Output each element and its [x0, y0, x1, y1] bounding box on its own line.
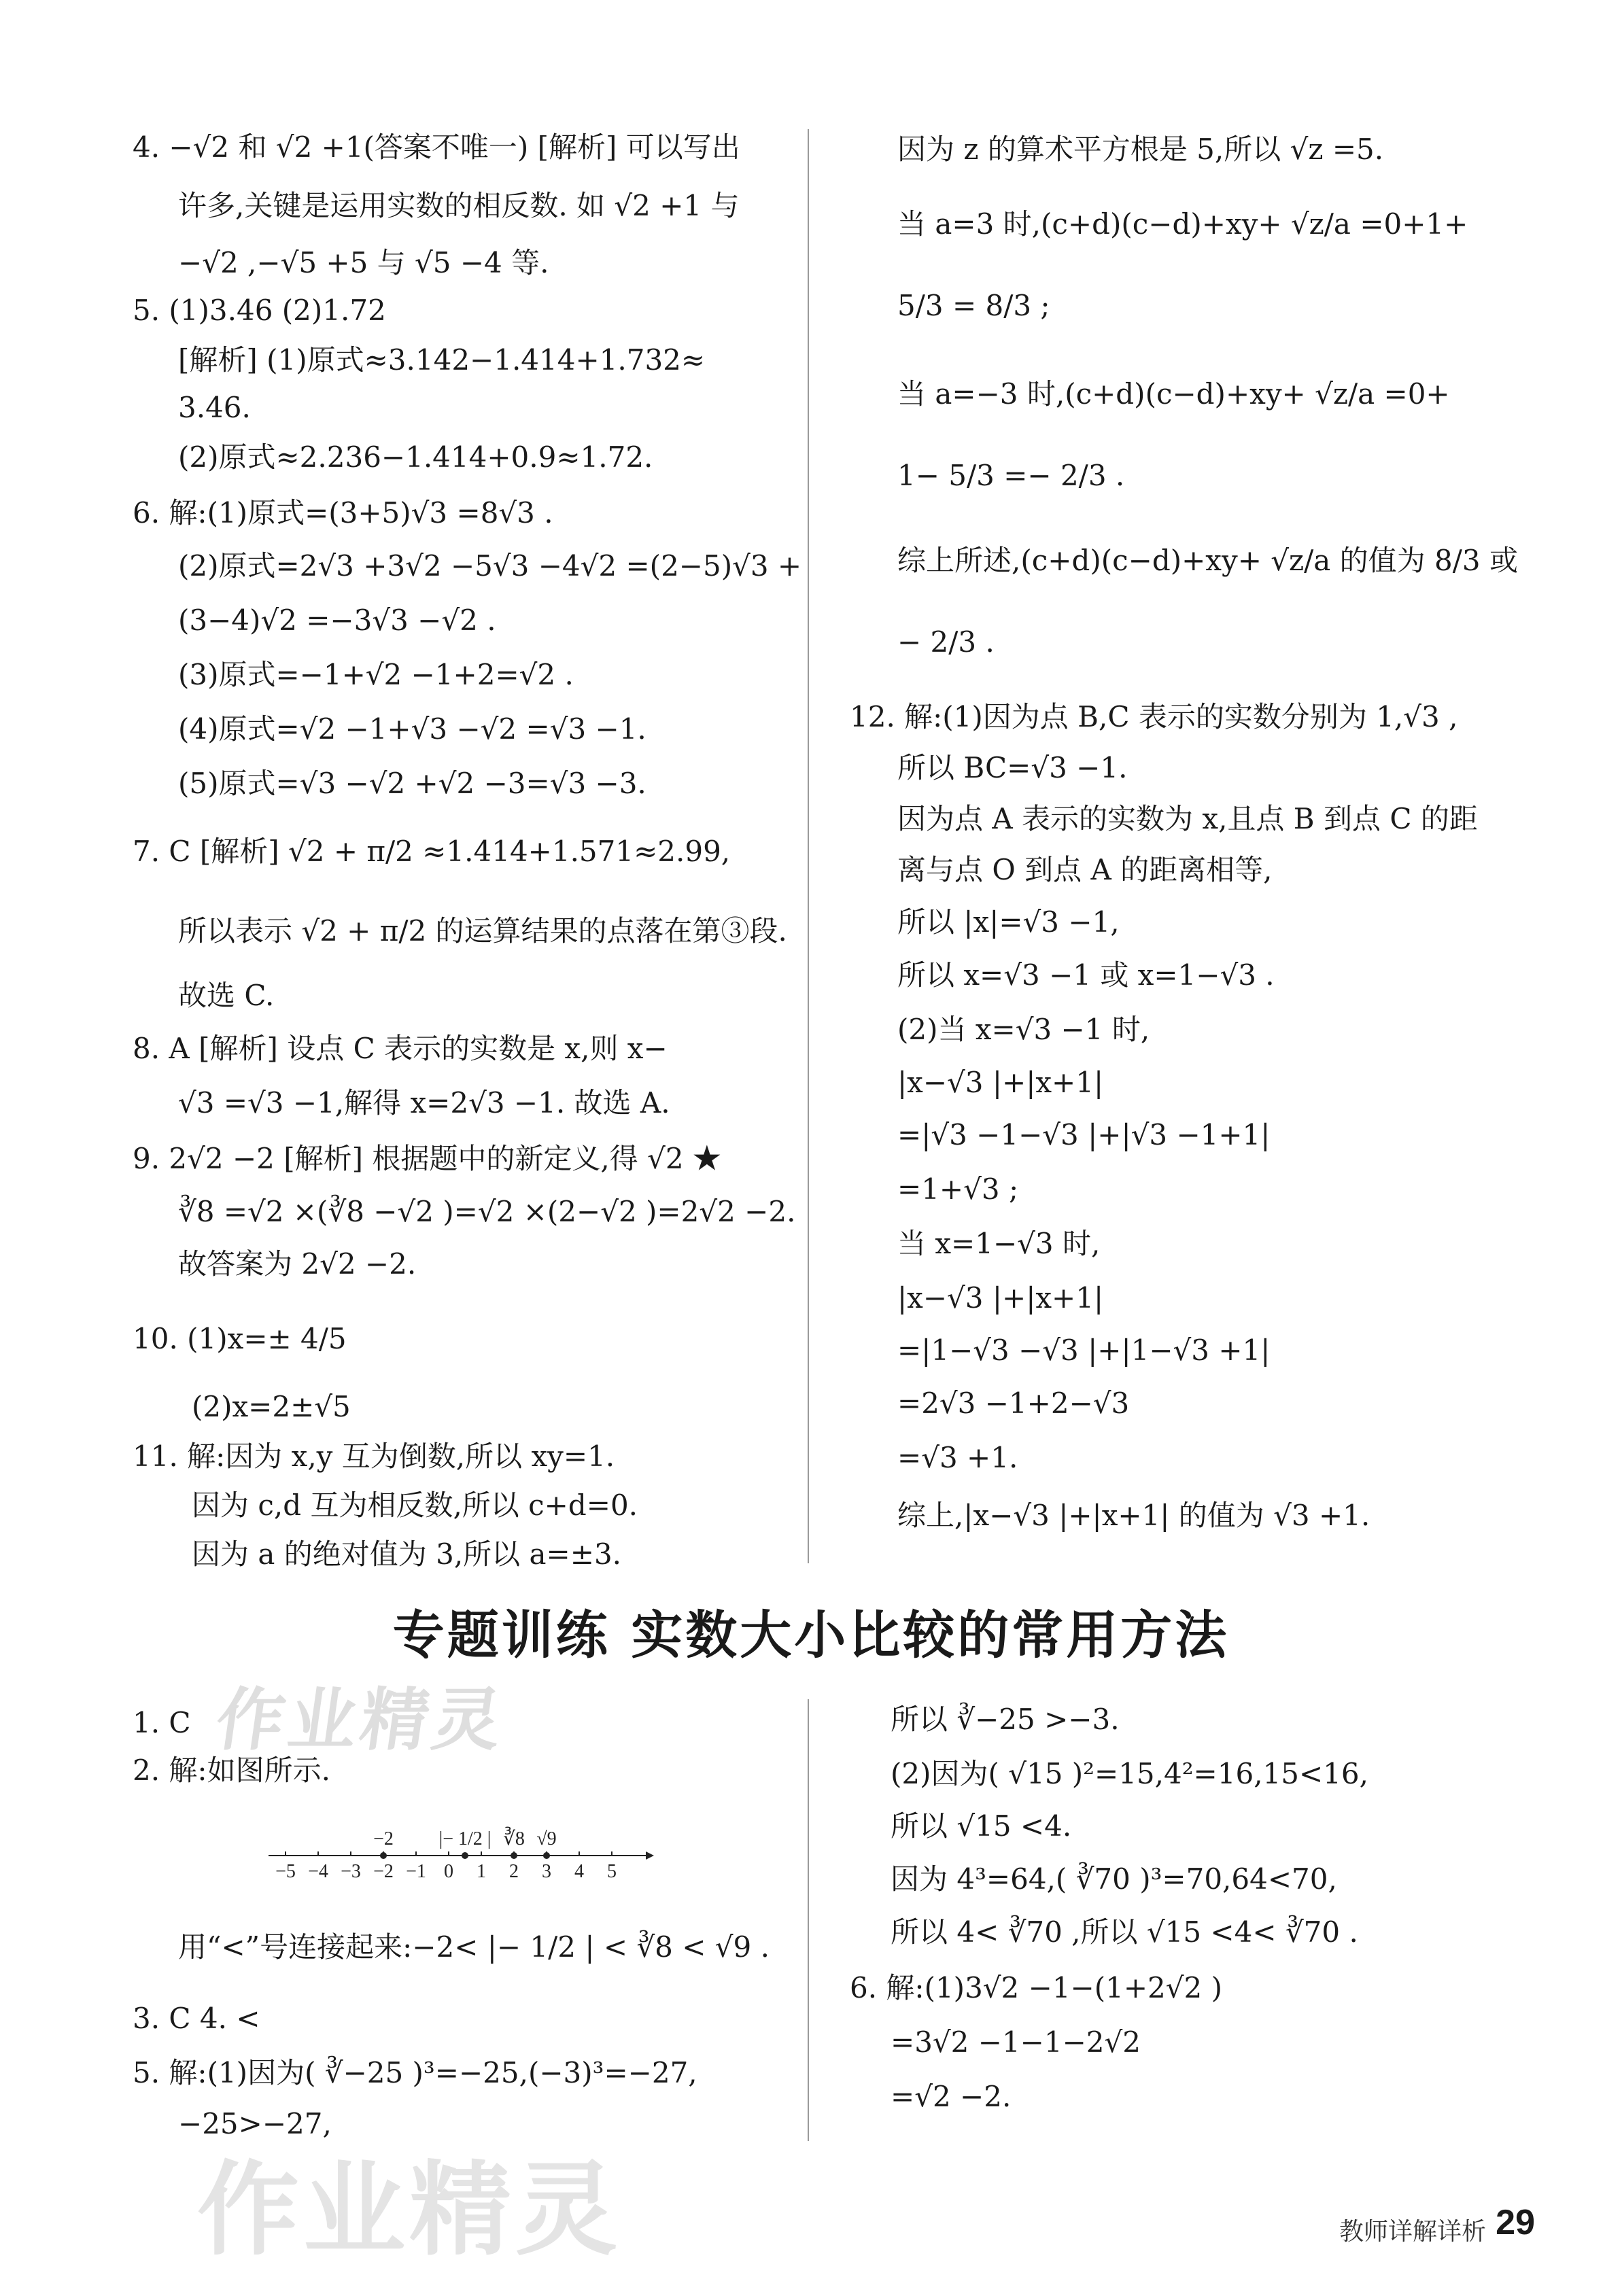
answer-4-line-2: 许多,关键是运用实数的相反数. 如 √2 +1 与 — [178, 189, 740, 222]
answer-7-line-3: 故选 C. — [178, 979, 275, 1012]
answer-8-line-1: 8. A [解析] 设点 C 表示的实数是 x,则 x− — [133, 1032, 668, 1065]
bottom-answer-5-line-1: 5. 解:(1)因为( ∛−25 )³=−25,(−3)³=−27, — [133, 2056, 697, 2089]
number-line-tick-label: −5 — [275, 1861, 296, 1882]
column-divider-bottom — [808, 1699, 809, 2141]
bottom-answer-6-line-1: 6. 解:(1)3√2 −1−(1+2√2 ) — [850, 1971, 1222, 2004]
number-line-tick-label: 0 — [444, 1861, 453, 1882]
answer-10-line-1: 10. (1)x=± 4/5 — [133, 1322, 347, 1355]
answer-12-line-7: (2)当 x=√3 −1 时, — [897, 1013, 1150, 1046]
number-line-point-label: |− 1/2 | — [438, 1828, 491, 1849]
answer-12-line-11: 当 x=1−√3 时, — [897, 1227, 1101, 1260]
number-line-arrow — [646, 1851, 654, 1860]
answer-11-cont-line-7: − 2/3 . — [897, 625, 995, 659]
number-line-point — [462, 1852, 468, 1859]
number-line-tick-label: −2 — [373, 1861, 394, 1882]
answer-4-line-3: −√2 ,−√5 +5 与 √5 −4 等. — [178, 246, 549, 279]
bottom-answer-1: 1. C — [133, 1706, 191, 1739]
answer-12-line-8: |x−√3 |+|x+1| — [897, 1066, 1104, 1099]
answer-11-cont-line-3: 5/3 = 8/3 ; — [897, 289, 1050, 322]
bottom-answer-6-line-3: =√2 −2. — [891, 2080, 1012, 2113]
answer-5-line-1: 5. (1)3.46 (2)1.72 — [133, 294, 386, 327]
answer-8-line-2: √3 =√3 −1,解得 x=2√3 −1. 故选 A. — [178, 1086, 670, 1119]
answer-9-line-2: ∛8 =√2 ×(∛8 −√2 )=√2 ×(2−√2 )=2√2 −2. — [178, 1195, 796, 1228]
answer-11-cont-line-5: 1− 5/3 =− 2/3 . — [897, 459, 1125, 492]
answer-12-line-12: |x−√3 |+|x+1| — [897, 1281, 1104, 1315]
answer-11-cont-line-4: 当 a=−3 时,(c+d)(c−d)+xy+ √z/a =0+ — [897, 377, 1450, 411]
answer-12-line-5: 所以 |x|=√3 −1, — [897, 905, 1120, 939]
number-line — [265, 1808, 659, 1903]
answer-12-line-4: 离与点 O 到点 A 的距离相等, — [897, 853, 1273, 886]
watermark-top: 作业精灵 — [211, 1680, 511, 1760]
answer-9-line-1: 9. 2√2 −2 [解析] 根据题中的新定义,得 √2 ★ — [133, 1142, 721, 1175]
answer-12-line-6: 所以 x=√3 −1 或 x=1−√3 . — [897, 958, 1275, 992]
answer-11-cont-line-1: 因为 z 的算术平方根是 5,所以 √z =5. — [897, 133, 1384, 166]
answer-6-line-4: (3)原式=−1+√2 −1+2=√2 . — [178, 658, 574, 691]
answer-5-line-4: (2)原式≈2.236−1.414+0.9≈1.72. — [178, 440, 653, 474]
answer-12-line-9: =|√3 −1−√3 |+|√3 −1+1| — [897, 1118, 1271, 1151]
answer-6-line-1: 6. 解:(1)原式=(3+5)√3 =8√3 . — [133, 496, 553, 529]
bottom-answer-6-line-2: =3√2 −1−1−2√2 — [891, 2025, 1141, 2059]
bottom-right-line-3: 所以 √15 <4. — [891, 1809, 1072, 1843]
bottom-right-line-4: 因为 4³=64,( ∛70 )³=70,64<70, — [891, 1862, 1337, 1896]
bottom-right-line-1: 所以 ∛−25 >−3. — [891, 1703, 1120, 1736]
answer-11-cont-line-6: 综上所述,(c+d)(c−d)+xy+ √z/a 的值为 8/3 或 — [897, 544, 1518, 577]
answer-11-line-1: 11. 解:因为 x,y 互为倒数,所以 xy=1. — [133, 1440, 615, 1473]
number-line-tick-label: −3 — [341, 1861, 361, 1882]
answer-11-line-3: 因为 a 的绝对值为 3,所以 a=±3. — [192, 1537, 622, 1571]
column-divider-top — [808, 129, 809, 1563]
answer-5-line-2: [解析] (1)原式≈3.142−1.414+1.732≈ — [178, 343, 706, 377]
answer-11-cont-line-2: 当 a=3 时,(c+d)(c−d)+xy+ √z/a =0+1+ — [897, 207, 1468, 241]
number-line-tick-label: 1 — [477, 1861, 486, 1882]
answer-9-line-3: 故答案为 2√2 −2. — [178, 1247, 417, 1281]
answer-4-line-1: 4. −√2 和 √2 +1(答案不唯一) [解析] 可以写出 — [133, 131, 740, 164]
answer-10-line-2: (2)x=2±√5 — [192, 1390, 351, 1423]
number-line-tick-label: 3 — [542, 1861, 551, 1882]
number-line-tick-label: −1 — [406, 1861, 426, 1882]
bottom-answer-5-line-2: −25>−27, — [178, 2107, 332, 2140]
bottom-right-line-5: 所以 4< ∛70 ,所以 √15 <4< ∛70 . — [891, 1915, 1358, 1949]
number-line-point — [511, 1852, 517, 1859]
answer-5-line-3: 3.46. — [178, 391, 251, 424]
bottom-right-line-2: (2)因为( √15 )²=15,4²=16,15<16, — [891, 1757, 1368, 1790]
answer-7-line-1: 7. C [解析] √2 + π/2 ≈1.414+1.571≈2.99, — [133, 835, 731, 868]
page-number: 29 — [1496, 2203, 1535, 2242]
number-line-point — [543, 1852, 550, 1859]
answer-12-line-1: 12. 解:(1)因为点 B,C 表示的实数分别为 1,√3 , — [850, 700, 1458, 733]
answer-12-line-16: 综上,|x−√3 |+|x+1| 的值为 √3 +1. — [897, 1499, 1370, 1532]
watermark-bottom: 作业精灵 — [197, 2151, 622, 2269]
answer-12-line-2: 所以 BC=√3 −1. — [897, 751, 1128, 784]
answer-6-line-2: (2)原式=2√3 +3√2 −5√3 −4√2 =(2−5)√3 + — [178, 549, 802, 582]
answer-6-line-5: (4)原式=√2 −1+√3 −√2 =√3 −1. — [178, 712, 646, 746]
answer-12-line-14: =2√3 −1+2−√3 — [897, 1387, 1130, 1420]
answer-12-line-3: 因为点 A 表示的实数为 x,且点 B 到点 C 的距 — [897, 802, 1478, 835]
number-line-point-label: √9 — [536, 1828, 557, 1849]
bottom-answer-2: 2. 解:如图所示. — [133, 1754, 330, 1787]
answer-6-line-6: (5)原式=√3 −√2 +√2 −3=√3 −3. — [178, 767, 646, 800]
number-line-point — [380, 1852, 387, 1859]
number-line-tick-label: 2 — [509, 1861, 519, 1882]
answer-7-line-2: 所以表示 √2 + π/2 的运算结果的点落在第③段. — [178, 914, 787, 947]
answer-12-line-13: =|1−√3 −√3 |+|1−√3 +1| — [897, 1334, 1271, 1367]
answer-12-line-10: =1+√3 ; — [897, 1172, 1019, 1206]
number-line-tick-label: 4 — [574, 1861, 584, 1882]
number-line-point-label: ∛8 — [503, 1828, 525, 1849]
number-line-tick-label: 5 — [607, 1861, 617, 1882]
answer-6-line-3: (3−4)√2 =−3√3 −√2 . — [178, 604, 496, 637]
answer-12-line-15: =√3 +1. — [897, 1441, 1018, 1474]
section-title: 专题训练 实数大小比较的常用方法 — [392, 1605, 1230, 1665]
footer-label: 教师详解详析 — [1339, 2218, 1486, 2246]
number-line-point-label: −2 — [373, 1828, 394, 1849]
answer-11-line-2: 因为 c,d 互为相反数,所以 c+d=0. — [192, 1489, 638, 1522]
bottom-answer-3-4: 3. C 4. < — [133, 2002, 260, 2035]
number-line-tick-label: −4 — [308, 1861, 328, 1882]
bottom-answer-2-conclusion: 用“<”号连接起来:−2< |− 1/2 | < ∛8 < √9 . — [178, 1930, 770, 1964]
